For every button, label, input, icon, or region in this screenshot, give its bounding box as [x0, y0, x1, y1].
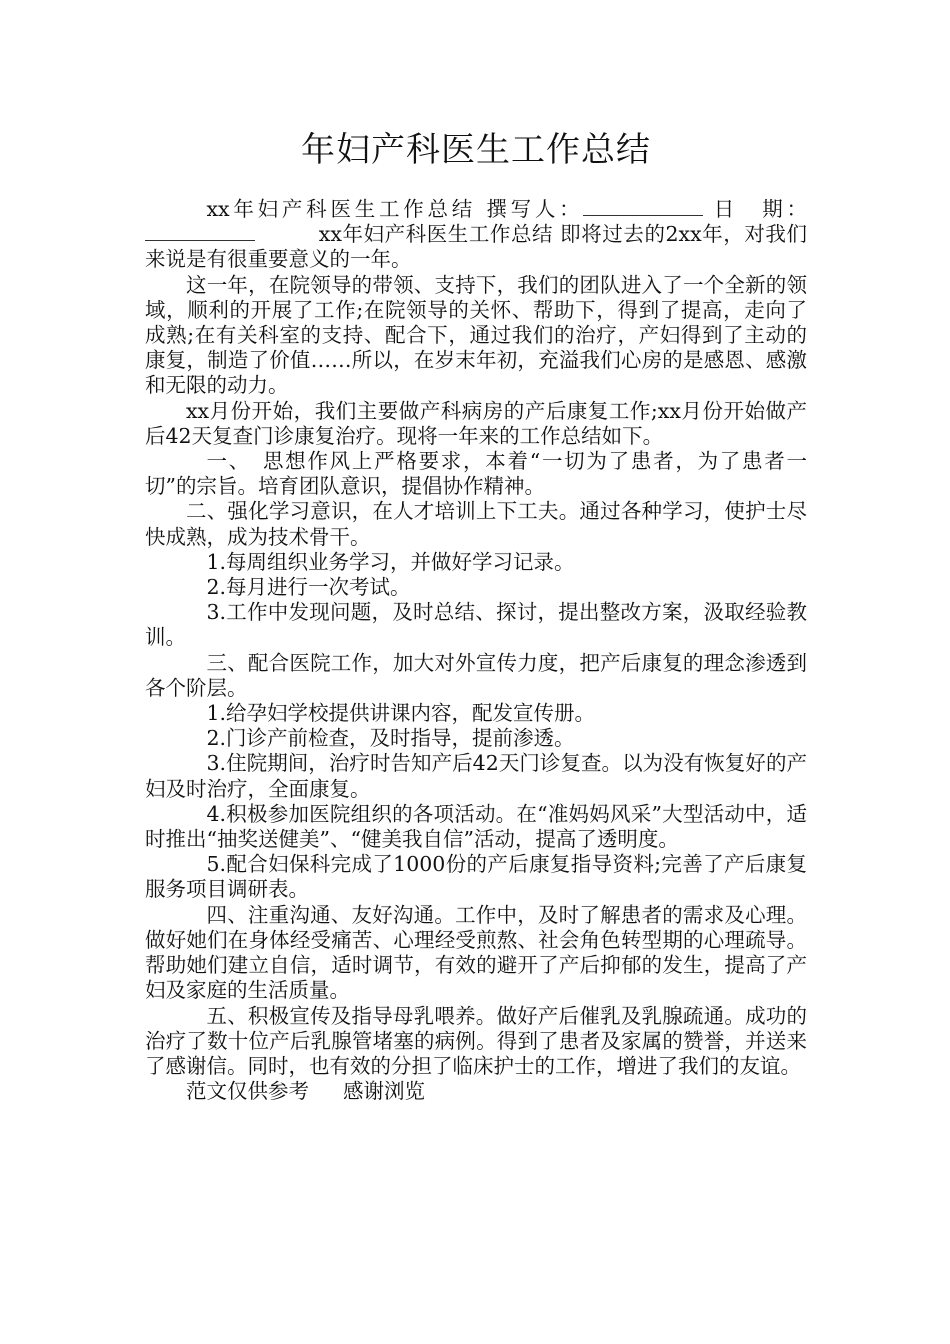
paragraph: xx月份开始，我们主要做产科病房的产后康复工作;xx月份开始做产后42天复查门诊康复治疗。现将一年来的工作总结如下。	[145, 398, 807, 448]
document-title: 年妇产科医生工作总结	[301, 130, 651, 170]
footer-right: 感谢浏览	[343, 1079, 425, 1104]
header-doc-label: xx年妇产科医生工作总结	[206, 197, 477, 221]
paragraph: 一、 思想作风上严格要求，本着“一切为了患者，为了患者一切”的宗旨。培育团队意识，提倡协作精神。	[145, 449, 807, 499]
paragraph: 这一年，在院领导的带领、支持下，我们的团队进入了一个全新的领域，顺利的开展了工作;在院领导的关怀、帮助下，得到了提高，走向了成熟;在有关科室的支持、配合下，通过我们的治疗，产妇得到了主动的康复，制造了价值……所以，在岁末年初，充溢我们心房的是感恩、感激和无限的动力。	[145, 272, 807, 398]
document-body	[145, 197, 807, 1104]
list-item: 2.门诊产前检查，及时指导，提前渗透。	[206, 726, 575, 751]
author-label: 撰写人：	[486, 197, 584, 221]
list-item: 1.每周组织业务学习，并做好学习记录。	[206, 549, 575, 574]
date-label: 日 期：	[713, 197, 807, 221]
header-line	[145, 197, 807, 273]
list-item: 1.给孕妇学校提供讲课内容，配发宣传册。	[206, 701, 596, 726]
list-item: 3.住院期间，治疗时告知产后42天门诊复查。以为没有恢复好的产妇及时治疗，全面康复。	[145, 751, 807, 801]
paragraph: 二、强化学习意识，在人才培训上下工夫。通过各种学习，使护士尽快成熟，成为技术骨干。	[145, 499, 807, 549]
list-item: 3.工作中发现问题，及时总结、探讨，提出整改方案，汲取经验教训。	[145, 600, 807, 650]
paragraph: 四、注重沟通、友好沟通。工作中，及时了解患者的需求及心理。做好她们在身体经受痛苦、心理经受煎熬、社会角色转型期的心理疏导。帮助她们建立自信，适时调节，有效的避开了产后抑郁的发生，提高了产妇及家庭的生活质量。	[145, 902, 807, 1003]
date-blank	[145, 222, 255, 241]
list-item: 4.积极参加医院组织的各项活动。在“准妈妈风采”大型活动中，适时推出“抽奖送健美”、“健美我自信”活动，提高了透明度。	[145, 801, 807, 852]
paragraph: 三、配合医院工作，加大对外宣传力度，把产后康复的理念渗透到各个阶层。	[145, 650, 807, 700]
footer-left: 范文仅供参考	[186, 1079, 309, 1104]
list-item: 5.配合妇保科完成了1000份的产后康复指导资料;完善了产后康复服务项目调研表。	[145, 852, 807, 902]
intro-text: xx年妇产科医生工作总结 即将过去的2xx年，对我们来说是有很重要意义的一年。	[145, 222, 807, 272]
author-blank	[583, 197, 703, 216]
footer-note	[145, 1079, 807, 1104]
document-page	[145, 125, 807, 1104]
list-item: 2.每月进行一次考试。	[206, 575, 411, 600]
paragraph: 五、积极宣传及指导母乳喂养。做好产后催乳及乳腺疏通。成功的治疗了数十位产后乳腺管堵塞的病例。得到了患者及家属的赞誉，并送来了感谢信。同时，也有效的分担了临床护士的工作，增进了我们的友谊。	[145, 1003, 807, 1078]
